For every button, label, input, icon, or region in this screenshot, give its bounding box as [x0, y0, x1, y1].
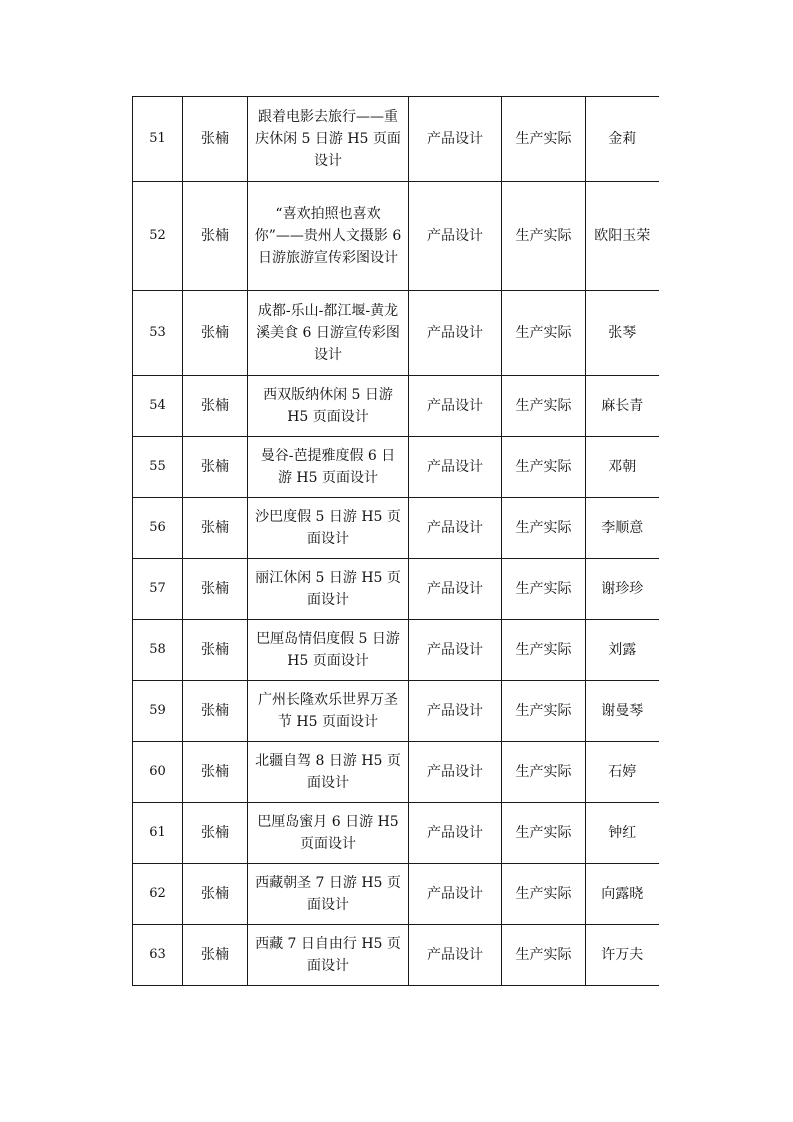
advisor-cell: 张楠 — [183, 291, 248, 376]
table-row — [133, 864, 659, 925]
table-row — [133, 925, 659, 986]
student-cell: 谢曼琴 — [586, 681, 659, 742]
student-cell: 刘露 — [586, 620, 659, 681]
advisor-cell: 张楠 — [183, 498, 248, 559]
table-row — [133, 559, 659, 620]
topic-type-cell: 产品设计 — [409, 803, 502, 864]
topic-type-cell: 产品设计 — [409, 620, 502, 681]
table-row — [133, 803, 659, 864]
student-cell: 欧阳玉荣 — [586, 182, 659, 291]
topic-type-cell: 产品设计 — [409, 925, 502, 986]
table-row — [133, 437, 659, 498]
topic-cell: 丽江休闲 5 日游 H5 页面设计 — [248, 559, 409, 620]
topic-cell: 西藏朝圣 7 日游 H5 页面设计 — [248, 864, 409, 925]
student-cell: 钟红 — [586, 803, 659, 864]
topic-cell: 曼谷-芭提雅度假 6 日游 H5 页面设计 — [248, 437, 409, 498]
table-body — [133, 97, 659, 986]
topic-source-cell: 生产实际 — [502, 559, 586, 620]
table-row — [133, 182, 659, 291]
table-row — [133, 498, 659, 559]
table-row — [133, 97, 659, 182]
topic-cell: 巴厘岛情侣度假 5 日游 H5 页面设计 — [248, 620, 409, 681]
advisor-cell: 张楠 — [183, 803, 248, 864]
student-cell: 石婷 — [586, 742, 659, 803]
advisor-cell: 张楠 — [183, 437, 248, 498]
topic-type-cell: 产品设计 — [409, 97, 502, 182]
topic-source-cell: 生产实际 — [502, 742, 586, 803]
row-number-cell: 63 — [133, 925, 183, 986]
topic-cell: 西藏 7 日自由行 H5 页面设计 — [248, 925, 409, 986]
table-row — [133, 291, 659, 376]
row-number-cell: 57 — [133, 559, 183, 620]
row-number-cell: 61 — [133, 803, 183, 864]
topic-cell: 西双版纳休闲 5 日游 H5 页面设计 — [248, 376, 409, 437]
student-cell: 金莉 — [586, 97, 659, 182]
advisor-cell: 张楠 — [183, 182, 248, 291]
student-cell: 许万夫 — [586, 925, 659, 986]
thesis-topic-table — [132, 96, 659, 986]
advisor-cell: 张楠 — [183, 681, 248, 742]
topic-cell: 沙巴度假 5 日游 H5 页面设计 — [248, 498, 409, 559]
row-number-cell: 51 — [133, 97, 183, 182]
topic-source-cell: 生产实际 — [502, 498, 586, 559]
student-cell: 邓朝 — [586, 437, 659, 498]
topic-cell: 跟着电影去旅行——重庆休闲 5 日游 H5 页面设计 — [248, 97, 409, 182]
topic-type-cell: 产品设计 — [409, 291, 502, 376]
topic-cell: 成都-乐山-都江堰-黄龙溪美食 6 日游宣传彩图设计 — [248, 291, 409, 376]
table-row — [133, 376, 659, 437]
row-number-cell: 59 — [133, 681, 183, 742]
row-number-cell: 60 — [133, 742, 183, 803]
advisor-cell: 张楠 — [183, 925, 248, 986]
topic-source-cell: 生产实际 — [502, 291, 586, 376]
table-row — [133, 742, 659, 803]
table-row — [133, 681, 659, 742]
topic-source-cell: 生产实际 — [502, 182, 586, 291]
topic-cell: “喜欢拍照也喜欢你”——贵州人文摄影 6 日游旅游宣传彩图设计 — [248, 182, 409, 291]
advisor-cell: 张楠 — [183, 559, 248, 620]
topic-source-cell: 生产实际 — [502, 681, 586, 742]
advisor-cell: 张楠 — [183, 864, 248, 925]
student-cell: 李顺意 — [586, 498, 659, 559]
topic-type-cell: 产品设计 — [409, 437, 502, 498]
table-row — [133, 620, 659, 681]
topic-type-cell: 产品设计 — [409, 376, 502, 437]
advisor-cell: 张楠 — [183, 376, 248, 437]
topic-source-cell: 生产实际 — [502, 376, 586, 437]
topic-source-cell: 生产实际 — [502, 97, 586, 182]
advisor-cell: 张楠 — [183, 97, 248, 182]
topic-source-cell: 生产实际 — [502, 864, 586, 925]
topic-source-cell: 生产实际 — [502, 437, 586, 498]
topic-source-cell: 生产实际 — [502, 803, 586, 864]
advisor-cell: 张楠 — [183, 742, 248, 803]
row-number-cell: 54 — [133, 376, 183, 437]
advisor-cell: 张楠 — [183, 620, 248, 681]
topic-source-cell: 生产实际 — [502, 925, 586, 986]
row-number-cell: 55 — [133, 437, 183, 498]
topic-source-cell: 生产实际 — [502, 620, 586, 681]
topic-cell: 北疆自驾 8 日游 H5 页面设计 — [248, 742, 409, 803]
topic-type-cell: 产品设计 — [409, 681, 502, 742]
topic-type-cell: 产品设计 — [409, 742, 502, 803]
topic-type-cell: 产品设计 — [409, 498, 502, 559]
row-number-cell: 53 — [133, 291, 183, 376]
student-cell: 向露晓 — [586, 864, 659, 925]
topic-type-cell: 产品设计 — [409, 864, 502, 925]
row-number-cell: 56 — [133, 498, 183, 559]
student-cell: 谢珍珍 — [586, 559, 659, 620]
topic-type-cell: 产品设计 — [409, 559, 502, 620]
row-number-cell: 58 — [133, 620, 183, 681]
topic-cell: 巴厘岛蜜月 6 日游 H5 页面设计 — [248, 803, 409, 864]
row-number-cell: 62 — [133, 864, 183, 925]
row-number-cell: 52 — [133, 182, 183, 291]
student-cell: 麻长青 — [586, 376, 659, 437]
topic-type-cell: 产品设计 — [409, 182, 502, 291]
topic-cell: 广州长隆欢乐世界万圣节 H5 页面设计 — [248, 681, 409, 742]
student-cell: 张琴 — [586, 291, 659, 376]
